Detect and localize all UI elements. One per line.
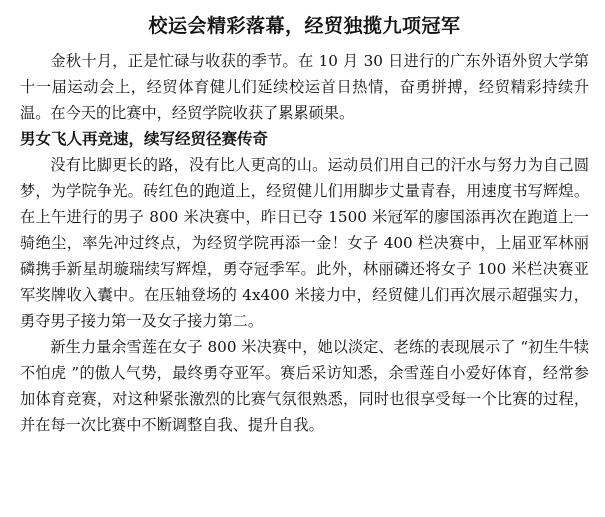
intro-paragraph: 金秋十月，正是忙碌与收获的季节。在 10 月 30 日进行的广东外语外贸大学第十一届运动会上，经贸体育健儿们延续校运首日热情，奋勇拼搏，经贸精彩持续升温。在今天的比赛中，经贸学院收获了累累硕果。 [20,52,589,122]
section-heading: 男女飞人再竞速，续写经贸径赛传奇 [20,129,269,148]
article-title: 校运会精彩落幕，经贸独揽九项冠军 [148,15,461,37]
section-paragraph-1: 没有比脚更长的路，没有比人更高的山。运动员们用自己的汗水与努力为自己圆梦，为学院争光。砖红色的跑道上，经贸健儿们用脚步丈量青春，用速度书写辉煌。在上午进行的男子 800 米决赛中，昨日已夺 1500 米冠军的廖国添再次在跑道上一骑绝尘，率先冲过终点，为经贸学院再添一金！女子 400 栏决赛中，上届亚军林丽磷携手新星胡璇瑞续写辉煌，勇夺冠季军。此外，林丽磷还将女子 100 米栏决赛亚军奖牌收入囊中。在压轴登场的 4x400 米接力中，经贸健儿们再次展示超强实力，勇夺男子接力第一及女子接力第二。 [20,156,589,330]
section-paragraph-2: 新生力量余雪莲在女子 800 米决赛中，她以淡定、老练的表现展示了 “初生牛犊不怕虎 ”的傲人气势，最终勇夺亚军。赛后采访知悉，余雪莲自小爱好体育，经常参加体育竞赛，对这种紧张激烈的比赛气氛很熟悉，同时也很享受每一个比赛的过程，并在每一次比赛中不断调整自我、提升自我。 [20,338,589,434]
